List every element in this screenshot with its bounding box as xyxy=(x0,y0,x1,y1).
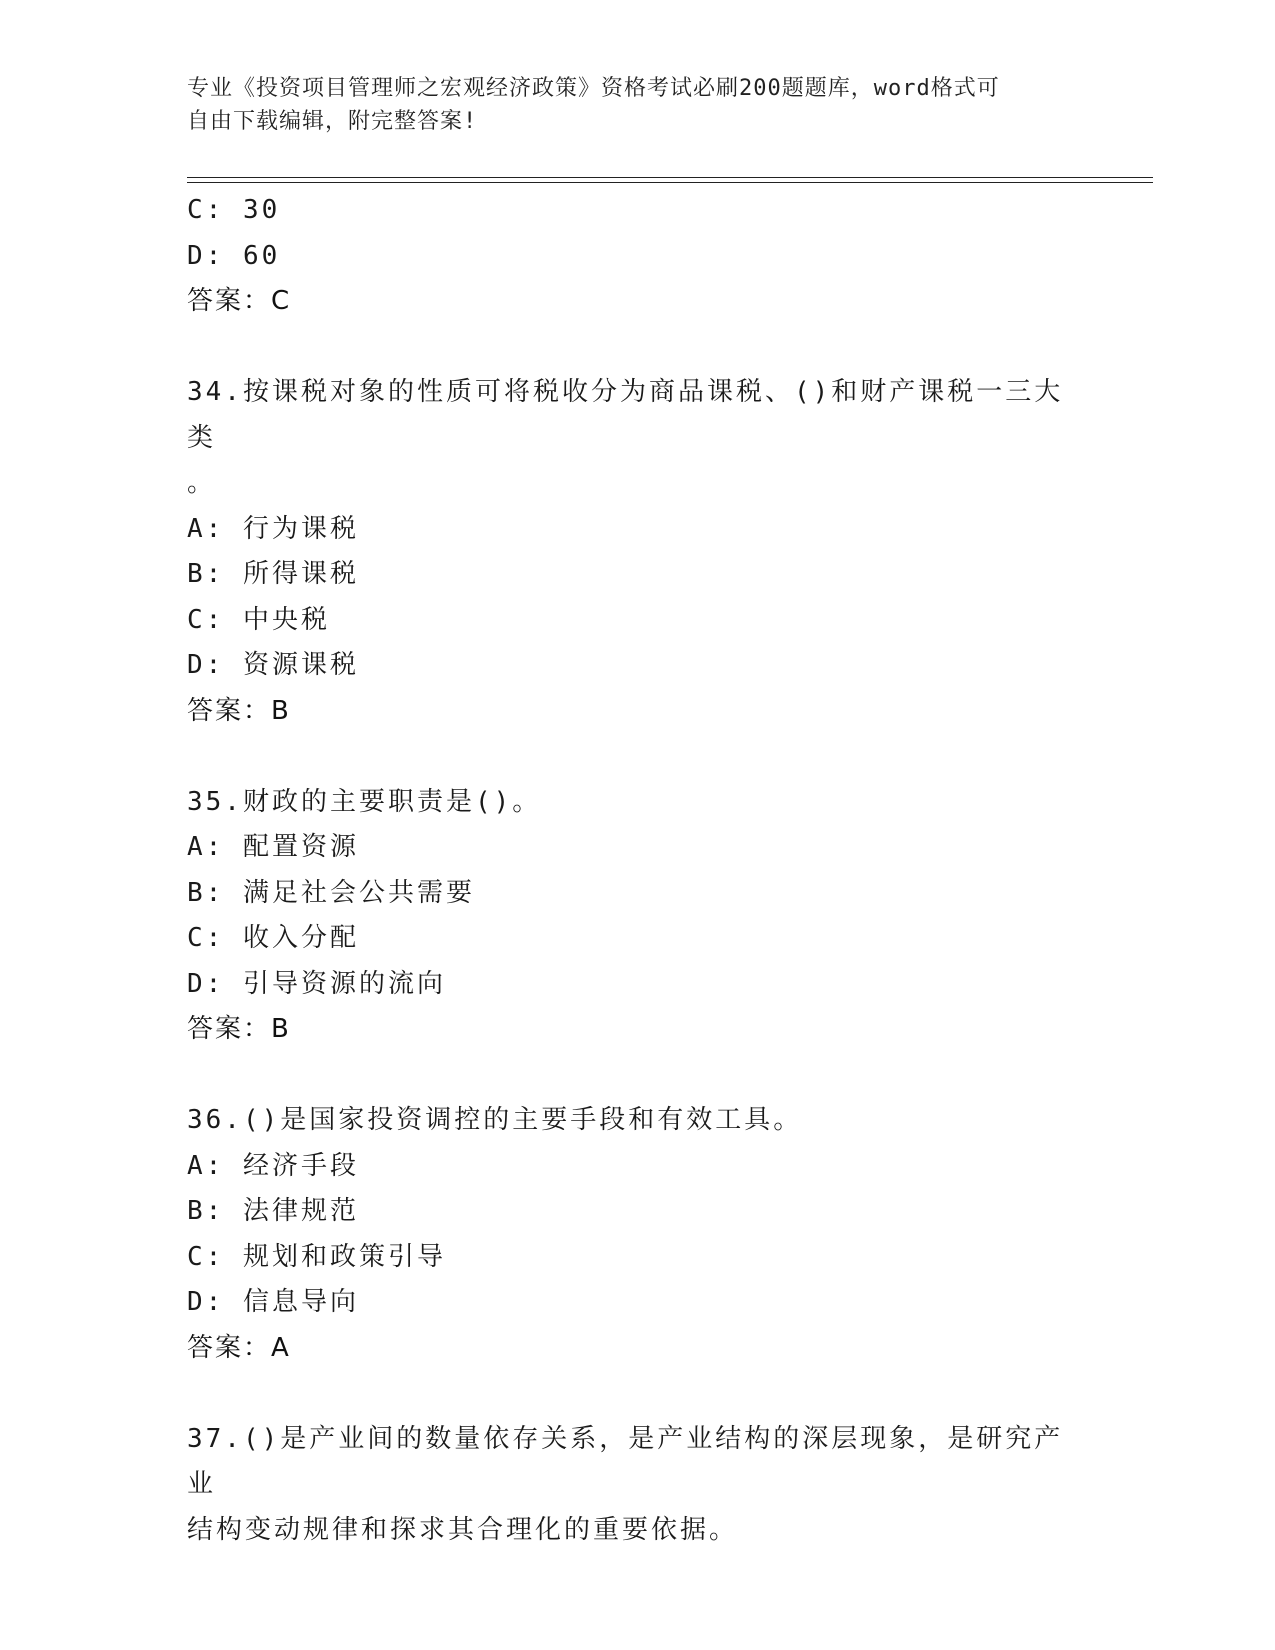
question-text: 36.()是国家投资调控的主要手段和有效工具。 xyxy=(187,1105,803,1135)
option-d: D: 60 xyxy=(187,240,281,271)
option-c: C: 收入分配 xyxy=(187,923,359,953)
answer-line: 答案：B xyxy=(187,695,291,726)
option-c: C: 30 xyxy=(187,195,281,225)
spacer xyxy=(187,1371,1087,1417)
spacer xyxy=(187,734,1087,780)
question-text-continued: 。 xyxy=(187,468,217,498)
header-divider-top xyxy=(187,177,1153,178)
answer-line: 答案：B xyxy=(187,1014,291,1044)
question-text: 34.按课税对象的性质可将税收分为商品课税、()和财产课税一三大类 xyxy=(187,377,1064,453)
question-block-34 xyxy=(187,370,1087,734)
option-c: C: 规划和政策引导 xyxy=(187,1241,446,1272)
question-text: 35.财政的主要职责是()。 xyxy=(187,786,542,817)
answer-line: 答案：C xyxy=(187,286,292,316)
header-divider-bottom xyxy=(187,182,1153,183)
option-a: A: 行为课税 xyxy=(187,513,359,544)
question-text-continued: 结构变动规律和探求其合理化的重要依据。 xyxy=(187,1514,739,1545)
option-a: A: 配置资源 xyxy=(187,832,359,862)
question-block-37 xyxy=(187,1417,1087,1554)
header-line-2: 自由下载编辑，附完整答案! xyxy=(187,109,478,134)
page-header xyxy=(187,72,1067,138)
answer-line: 答案：A xyxy=(187,1332,291,1363)
option-b: B: 满足社会公共需要 xyxy=(187,877,475,908)
spacer xyxy=(187,1053,1087,1099)
question-block-35 xyxy=(187,780,1087,1053)
question-list xyxy=(187,188,1087,1553)
question-block-prev xyxy=(187,188,1087,325)
option-b: B: 法律规范 xyxy=(187,1196,359,1226)
option-d: D: 信息导向 xyxy=(187,1287,359,1317)
header-line-1: 专业《投资项目管理师之宏观经济政策》资格考试必刷200题题库，word格式可 xyxy=(187,76,1000,101)
option-d: D: 引导资源的流向 xyxy=(187,968,446,999)
option-d: D: 资源课税 xyxy=(187,650,359,680)
spacer xyxy=(187,325,1087,371)
option-b: B: 所得课税 xyxy=(187,559,359,589)
option-c: C: 中央税 xyxy=(187,604,330,635)
question-block-36 xyxy=(187,1098,1087,1371)
question-text: 37.()是产业间的数量依存关系，是产业结构的深层现象，是研究产业 xyxy=(187,1423,1064,1499)
option-a: A: 经济手段 xyxy=(187,1150,359,1181)
